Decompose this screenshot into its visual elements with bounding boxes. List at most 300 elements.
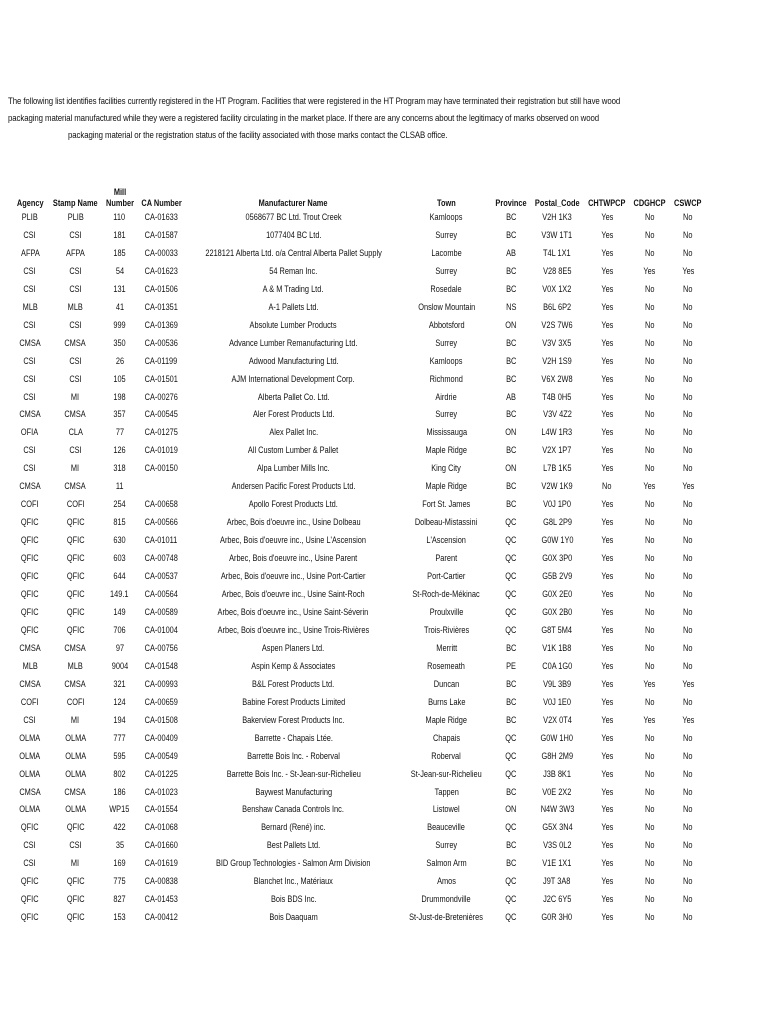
cell-stamp-name: OLMA bbox=[64, 732, 86, 743]
cell-ca-number: CA-01619 bbox=[144, 858, 178, 869]
cell-agency: CSI bbox=[23, 229, 37, 240]
cell-chtwpcp: Yes bbox=[601, 804, 614, 815]
cell-chtwpcp: Yes bbox=[601, 265, 614, 276]
cell-manufacturer: B&L Forest Products Ltd. bbox=[252, 678, 335, 689]
cell-stamp-name: PLIB bbox=[67, 212, 84, 222]
cell-stamp-name: CMSA bbox=[64, 678, 86, 689]
cell-ca-number: CA-01501 bbox=[144, 373, 178, 384]
cell-town: L'Ascension bbox=[426, 535, 467, 546]
cell-chtwpcp: Yes bbox=[601, 319, 614, 330]
cell-agency: CMSA bbox=[19, 481, 41, 492]
cell-postal-code: V0X 1X2 bbox=[542, 283, 572, 294]
cell-cdghcp: No bbox=[644, 624, 655, 635]
cell-province: QC bbox=[505, 517, 517, 528]
cell-chtwpcp: Yes bbox=[601, 678, 614, 689]
cell-province: BC bbox=[505, 445, 517, 456]
cell-ca-number: CA-00564 bbox=[144, 589, 178, 600]
cell-agency: QFIC bbox=[21, 606, 39, 617]
cell-stamp-name: MI bbox=[71, 714, 80, 725]
cell-province: QC bbox=[505, 822, 517, 833]
table-row bbox=[12, 227, 707, 245]
cell-stamp-name: CSI bbox=[69, 283, 82, 294]
cell-cdghcp: No bbox=[644, 283, 655, 294]
cell-mill-number: 321 bbox=[113, 678, 126, 689]
table-row bbox=[12, 245, 707, 263]
cell-stamp-name: QFIC bbox=[66, 624, 85, 635]
col-header-mill-number: Mill Number bbox=[105, 187, 134, 208]
cell-manufacturer: Aler Forest Products Ltd. bbox=[252, 409, 335, 420]
cell-agency: OLMA bbox=[19, 732, 41, 743]
cell-manufacturer: Barrette Bois Inc. - St-Jean-sur-Richelieu bbox=[226, 768, 361, 779]
cell-stamp-name: CSI bbox=[69, 229, 82, 240]
cell-cdghcp: No bbox=[644, 553, 655, 564]
cell-cdghcp: No bbox=[644, 858, 655, 869]
cell-mill-number: 11 bbox=[115, 481, 124, 492]
cell-mill-number: 105 bbox=[113, 373, 126, 384]
cell-cswcp: No bbox=[683, 229, 693, 240]
table-row bbox=[12, 568, 707, 586]
cell-postal-code: V6X 2W8 bbox=[541, 373, 573, 384]
cell-ca-number: CA-01199 bbox=[144, 355, 178, 366]
cell-mill-number: 827 bbox=[113, 894, 126, 905]
cell-stamp-name: QFIC bbox=[66, 535, 85, 546]
cell-cdghcp: No bbox=[644, 247, 655, 258]
cell-cswcp: No bbox=[683, 427, 693, 438]
cell-agency: AFPA bbox=[20, 247, 40, 258]
cell-manufacturer: Arbec, Bois d'oeuvre inc., Usine Saint-Roch bbox=[221, 589, 365, 600]
cell-postal-code: V2X 0T4 bbox=[542, 714, 572, 725]
cell-stamp-name: CSI bbox=[69, 373, 82, 384]
cell-town: Beauceville bbox=[427, 822, 466, 833]
cell-cdghcp: No bbox=[644, 355, 655, 366]
cell-postal-code: V3V 4Z2 bbox=[542, 409, 572, 420]
cell-manufacturer: BID Group Technologies - Salmon Arm Division bbox=[216, 858, 371, 869]
cell-town: Duncan bbox=[433, 678, 460, 689]
cell-mill-number: 126 bbox=[113, 445, 126, 456]
cell-cdghcp: No bbox=[644, 804, 655, 815]
table-row bbox=[12, 424, 707, 442]
cell-town: Parent bbox=[435, 553, 458, 564]
cell-stamp-name: COFI bbox=[66, 696, 85, 707]
cell-town: Rosedale bbox=[430, 283, 462, 294]
cell-town: King City bbox=[431, 463, 462, 474]
cell-chtwpcp: Yes bbox=[601, 553, 614, 564]
cell-stamp-name: QFIC bbox=[66, 912, 85, 923]
cell-stamp-name: CMSA bbox=[64, 642, 86, 653]
cell-cswcp: No bbox=[683, 517, 693, 528]
cell-agency: QFIC bbox=[21, 553, 39, 564]
cell-province: BC bbox=[505, 355, 517, 366]
cell-postal-code: G0X 3P0 bbox=[542, 553, 573, 564]
cell-stamp-name: CSI bbox=[69, 319, 82, 330]
cell-stamp-name: CMSA bbox=[64, 786, 86, 797]
cell-cdghcp: No bbox=[644, 499, 655, 510]
cell-province: BC bbox=[505, 678, 517, 689]
table-row bbox=[12, 532, 707, 550]
col-header-stamp-name: Stamp Name bbox=[52, 198, 98, 208]
cell-postal-code: T4B 0H5 bbox=[542, 391, 572, 402]
cell-stamp-name: OLMA bbox=[64, 804, 86, 815]
facility-table bbox=[12, 173, 707, 927]
cell-mill-number: WP15 bbox=[109, 804, 130, 815]
cell-cdghcp: No bbox=[644, 642, 655, 653]
cell-cswcp: No bbox=[683, 373, 693, 384]
cell-ca-number: CA-01660 bbox=[144, 840, 178, 851]
cell-town: Surrey bbox=[435, 840, 458, 851]
cell-manufacturer: Bois BDS Inc. bbox=[270, 894, 317, 905]
cell-cswcp: No bbox=[683, 804, 693, 815]
cell-cswcp: No bbox=[683, 391, 693, 402]
cell-chtwpcp: Yes bbox=[601, 786, 614, 797]
table-row bbox=[12, 478, 707, 496]
cell-manufacturer: Arbec, Bois d'oeuvre inc., Usine Dolbeau bbox=[226, 517, 361, 528]
cell-postal-code: G0W 1Y0 bbox=[541, 535, 574, 546]
cell-province: QC bbox=[505, 606, 517, 617]
cell-stamp-name: OLMA bbox=[64, 750, 86, 761]
cell-town: Fort St. James bbox=[422, 499, 471, 510]
cell-cswcp: No bbox=[683, 822, 693, 833]
col-header-town: Town bbox=[437, 198, 456, 208]
cell-mill-number: 706 bbox=[113, 624, 126, 635]
col-header-postal-code: Postal_Code bbox=[534, 198, 580, 208]
cell-ca-number: CA-00276 bbox=[144, 391, 178, 402]
cell-cdghcp: No bbox=[644, 732, 655, 743]
cell-town: Maple Ridge bbox=[425, 481, 468, 492]
cell-town: Proulxville bbox=[429, 606, 464, 617]
cell-province: QC bbox=[505, 912, 517, 923]
cell-agency: QFIC bbox=[21, 624, 39, 635]
cell-manufacturer: Baywest Manufacturing bbox=[254, 786, 332, 797]
table-row bbox=[12, 442, 707, 460]
table-row bbox=[12, 389, 707, 407]
cell-stamp-name: MLB bbox=[67, 301, 83, 312]
cell-manufacturer: Best Pallets Ltd. bbox=[266, 840, 320, 851]
cell-cswcp: Yes bbox=[681, 678, 694, 689]
cell-agency: CSI bbox=[23, 858, 37, 869]
cell-stamp-name: MLB bbox=[67, 660, 83, 671]
cell-postal-code: V0E 2X2 bbox=[542, 786, 572, 797]
table-row bbox=[12, 784, 707, 802]
cell-town: Tappen bbox=[434, 786, 459, 797]
cell-postal-code: G8H 2M9 bbox=[541, 750, 573, 761]
table-row bbox=[12, 550, 707, 568]
cell-mill-number: 9004 bbox=[111, 660, 128, 671]
cell-stamp-name: CLA bbox=[68, 427, 83, 438]
cell-manufacturer: All Custom Lumber & Pallet bbox=[248, 445, 339, 456]
cell-town: Abbotsford bbox=[428, 319, 465, 330]
table-row bbox=[12, 748, 707, 766]
cell-ca-number: CA-01004 bbox=[144, 624, 178, 635]
cell-cdghcp: No bbox=[644, 391, 655, 402]
cell-ca-number: CA-01369 bbox=[144, 319, 178, 330]
cell-ca-number: CA-01506 bbox=[144, 283, 178, 294]
cell-stamp-name: QFIC bbox=[66, 876, 85, 887]
cell-province: PE bbox=[505, 660, 516, 671]
cell-chtwpcp: Yes bbox=[601, 499, 614, 510]
cell-town: Burns Lake bbox=[427, 696, 466, 707]
cell-town: Lacombe bbox=[431, 247, 462, 258]
cell-cswcp: No bbox=[683, 499, 693, 510]
table-body bbox=[12, 209, 707, 927]
cell-town: Amos bbox=[436, 876, 456, 887]
cell-chtwpcp: Yes bbox=[601, 912, 614, 923]
cell-cdghcp: Yes bbox=[643, 678, 656, 689]
cell-cdghcp: No bbox=[644, 463, 655, 474]
cell-cdghcp: No bbox=[644, 750, 655, 761]
cell-cswcp: No bbox=[683, 212, 693, 222]
cell-mill-number: 194 bbox=[113, 714, 126, 725]
cell-ca-number: CA-00537 bbox=[144, 571, 178, 582]
table-row bbox=[12, 209, 707, 227]
cell-town: Chapais bbox=[432, 732, 460, 743]
col-header-manufacturer: Manufacturer Name bbox=[258, 198, 328, 208]
cell-chtwpcp: Yes bbox=[601, 642, 614, 653]
cell-postal-code: V2H 1K3 bbox=[542, 212, 572, 222]
cell-mill-number: 802 bbox=[113, 768, 126, 779]
cell-mill-number: 41 bbox=[115, 301, 124, 312]
table-row bbox=[12, 873, 707, 891]
cell-mill-number: 999 bbox=[113, 319, 126, 330]
cell-postal-code: V1E 1X1 bbox=[542, 858, 572, 869]
cell-cswcp: No bbox=[683, 696, 693, 707]
cell-manufacturer: 2218121 Alberta Ltd. o/a Central Alberta Pallet Supply bbox=[205, 247, 382, 258]
cell-chtwpcp: Yes bbox=[601, 660, 614, 671]
cell-province: BC bbox=[505, 499, 517, 510]
cell-cswcp: No bbox=[683, 606, 693, 617]
cell-mill-number: 26 bbox=[115, 355, 124, 366]
cell-province: BC bbox=[505, 696, 517, 707]
cell-agency: CMSA bbox=[19, 409, 41, 420]
cell-cdghcp: No bbox=[644, 409, 655, 420]
cell-ca-number: CA-01023 bbox=[144, 786, 178, 797]
cell-chtwpcp: Yes bbox=[601, 768, 614, 779]
cell-ca-number: CA-01623 bbox=[144, 265, 178, 276]
cell-agency: OLMA bbox=[19, 750, 41, 761]
cell-province: BC bbox=[505, 229, 517, 240]
cell-postal-code: G8T 5M4 bbox=[541, 624, 573, 635]
cell-cswcp: No bbox=[683, 283, 693, 294]
cell-ca-number: CA-01554 bbox=[144, 804, 178, 815]
cell-mill-number: 777 bbox=[113, 732, 126, 743]
cell-mill-number: 35 bbox=[115, 840, 124, 851]
cell-province: ON bbox=[505, 804, 517, 815]
cell-postal-code: G0X 2E0 bbox=[542, 589, 573, 600]
cell-manufacturer: Alpa Lumber Mills Inc. bbox=[256, 463, 330, 474]
cell-stamp-name: QFIC bbox=[66, 894, 85, 905]
cell-province: QC bbox=[505, 589, 517, 600]
table-row bbox=[12, 712, 707, 730]
cell-agency: OLMA bbox=[19, 768, 41, 779]
cell-agency: OLMA bbox=[19, 804, 41, 815]
cell-mill-number: 186 bbox=[113, 786, 126, 797]
cell-province: NS bbox=[505, 301, 517, 312]
cell-cswcp: No bbox=[683, 768, 693, 779]
cell-cswcp: No bbox=[683, 409, 693, 420]
table-row bbox=[12, 622, 707, 640]
cell-agency: MLB bbox=[22, 301, 38, 312]
cell-chtwpcp: Yes bbox=[601, 822, 614, 833]
cell-cswcp: No bbox=[683, 589, 693, 600]
cell-cdghcp: No bbox=[644, 840, 655, 851]
cell-agency: QFIC bbox=[21, 822, 39, 833]
cell-mill-number: 815 bbox=[113, 517, 126, 528]
cell-town: Dolbeau-Mistassini bbox=[415, 517, 478, 528]
cell-mill-number: 603 bbox=[113, 553, 126, 564]
cell-town: Kamloops bbox=[429, 355, 463, 366]
table-row bbox=[12, 640, 707, 658]
table-row bbox=[12, 263, 707, 281]
col-header-agency: Agency bbox=[16, 198, 44, 208]
cell-chtwpcp: Yes bbox=[601, 445, 614, 456]
cell-cdghcp: No bbox=[644, 606, 655, 617]
cell-cdghcp: No bbox=[644, 876, 655, 887]
cell-manufacturer: A & M Trading Ltd. bbox=[262, 283, 324, 294]
cell-chtwpcp: Yes bbox=[601, 229, 614, 240]
cell-agency: QFIC bbox=[21, 589, 39, 600]
cell-town: St-Jean-sur-Richelieu bbox=[410, 768, 482, 779]
cell-agency: CSI bbox=[23, 840, 37, 851]
cell-province: BC bbox=[505, 481, 517, 492]
cell-mill-number: 595 bbox=[113, 750, 126, 761]
intro-line: The following list identifies facilities currently registered in the HT Program. Facilities that were registered in the HT Program may have terminated their registration but still have wood bbox=[8, 96, 621, 106]
cell-mill-number: 357 bbox=[113, 409, 126, 420]
cell-ca-number: CA-01275 bbox=[144, 427, 178, 438]
table-row bbox=[12, 514, 707, 532]
cell-postal-code: V0J 1P0 bbox=[543, 499, 572, 510]
cell-cswcp: No bbox=[683, 912, 693, 923]
cell-town: Surrey bbox=[435, 409, 458, 420]
cell-stamp-name: CSI bbox=[69, 840, 82, 851]
table-row bbox=[12, 819, 707, 837]
cell-agency: CSI bbox=[23, 391, 37, 402]
cell-town: Maple Ridge bbox=[425, 714, 468, 725]
cell-province: AB bbox=[505, 247, 516, 258]
cell-agency: CSI bbox=[23, 265, 37, 276]
table-row bbox=[12, 604, 707, 622]
cell-province: AB bbox=[505, 391, 516, 402]
cell-province: QC bbox=[505, 750, 517, 761]
cell-town: Surrey bbox=[435, 337, 458, 348]
cell-chtwpcp: Yes bbox=[601, 732, 614, 743]
cell-cswcp: Yes bbox=[681, 714, 694, 725]
cell-ca-number: CA-01225 bbox=[144, 768, 178, 779]
cell-manufacturer: Bakerview Forest Products Inc. bbox=[242, 714, 345, 725]
cell-stamp-name: QFIC bbox=[66, 517, 85, 528]
cell-cdghcp: No bbox=[644, 373, 655, 384]
cell-postal-code: V0J 1E0 bbox=[543, 696, 572, 707]
cell-mill-number: 181 bbox=[113, 229, 126, 240]
cell-mill-number: 254 bbox=[113, 499, 126, 510]
cell-postal-code: V2H 1S9 bbox=[542, 355, 572, 366]
table-row bbox=[12, 694, 707, 712]
cell-manufacturer: Bois Daaquam bbox=[269, 912, 318, 923]
cell-manufacturer: 54 Reman Inc. bbox=[269, 265, 318, 276]
cell-chtwpcp: Yes bbox=[601, 247, 614, 258]
table-row bbox=[12, 335, 707, 353]
cell-agency: COFI bbox=[21, 696, 39, 707]
cell-cdghcp: Yes bbox=[643, 714, 656, 725]
cell-postal-code: G5X 3N4 bbox=[541, 822, 573, 833]
cell-ca-number: CA-00536 bbox=[144, 337, 178, 348]
col-header-ca-number: CA Number bbox=[140, 198, 182, 208]
table-header-row bbox=[12, 173, 707, 209]
cell-agency: QFIC bbox=[21, 535, 39, 546]
cell-agency: CSI bbox=[23, 714, 37, 725]
cell-town: Merritt bbox=[435, 642, 457, 653]
cell-stamp-name: MI bbox=[71, 391, 80, 402]
cell-manufacturer: Aspin Kemp & Associates bbox=[251, 660, 336, 671]
cell-cswcp: No bbox=[683, 750, 693, 761]
cell-chtwpcp: Yes bbox=[601, 337, 614, 348]
cell-postal-code: V2X 1P7 bbox=[542, 445, 572, 456]
cell-chtwpcp: Yes bbox=[601, 876, 614, 887]
cell-agency: CSI bbox=[23, 373, 37, 384]
cell-province: QC bbox=[505, 732, 517, 743]
cell-mill-number: 350 bbox=[113, 337, 126, 348]
cell-mill-number: 77 bbox=[115, 427, 124, 438]
cell-chtwpcp: Yes bbox=[601, 391, 614, 402]
table-row bbox=[12, 766, 707, 784]
cell-mill-number: 149.1 bbox=[110, 589, 129, 600]
cell-agency: CMSA bbox=[19, 642, 41, 653]
cell-province: BC bbox=[505, 409, 517, 420]
cell-chtwpcp: Yes bbox=[601, 589, 614, 600]
table-row bbox=[12, 909, 707, 927]
cell-ca-number: CA-01508 bbox=[144, 714, 178, 725]
cell-manufacturer: Arbec, Bois d'oeuvre inc., Usine Parent bbox=[229, 553, 358, 564]
table-row bbox=[12, 299, 707, 317]
cell-town: St-Roch-de-Mékinac bbox=[412, 589, 481, 600]
cell-chtwpcp: No bbox=[602, 481, 612, 492]
cell-province: BC bbox=[505, 786, 517, 797]
cell-chtwpcp: Yes bbox=[601, 301, 614, 312]
col-header-cswcp: CSWCP bbox=[674, 198, 702, 208]
cell-ca-number: CA-01453 bbox=[144, 894, 178, 905]
cell-province: BC bbox=[505, 265, 517, 276]
cell-town: Rosemeath bbox=[427, 660, 466, 671]
cell-stamp-name: CMSA bbox=[64, 481, 86, 492]
cell-cdghcp: No bbox=[644, 589, 655, 600]
cell-mill-number: 198 bbox=[113, 391, 126, 402]
cell-chtwpcp: Yes bbox=[601, 840, 614, 851]
cell-manufacturer: Arbec, Bois d'oeuvre inc., Usine L'Ascension bbox=[220, 535, 367, 546]
table-row bbox=[12, 317, 707, 335]
table-row bbox=[12, 586, 707, 604]
cell-province: ON bbox=[505, 319, 517, 330]
cell-province: QC bbox=[505, 535, 517, 546]
table-row bbox=[12, 281, 707, 299]
cell-cswcp: Yes bbox=[681, 481, 694, 492]
cell-mill-number: 422 bbox=[113, 822, 126, 833]
cell-cswcp: No bbox=[683, 858, 693, 869]
cell-town: Salmon Arm bbox=[426, 858, 467, 869]
cell-cswcp: No bbox=[683, 463, 693, 474]
cell-town: Kamloops bbox=[429, 212, 463, 222]
cell-manufacturer: Benshaw Canada Controls Inc. bbox=[242, 804, 345, 815]
cell-stamp-name: COFI bbox=[66, 499, 85, 510]
cell-town: Listowel bbox=[433, 804, 460, 815]
cell-manufacturer: Barrette - Chapais Ltée. bbox=[254, 732, 333, 743]
cell-postal-code: B6L 6P2 bbox=[543, 301, 572, 312]
cell-cswcp: No bbox=[683, 894, 693, 905]
cell-postal-code: N4W 3W3 bbox=[540, 804, 574, 815]
cell-province: BC bbox=[505, 642, 517, 653]
cell-town: Roberval bbox=[431, 750, 462, 761]
cell-ca-number: CA-00748 bbox=[144, 553, 178, 564]
cell-province: ON bbox=[505, 427, 517, 438]
col-header-cdghcp: CDGHCP bbox=[633, 198, 666, 208]
cell-cswcp: No bbox=[683, 445, 693, 456]
